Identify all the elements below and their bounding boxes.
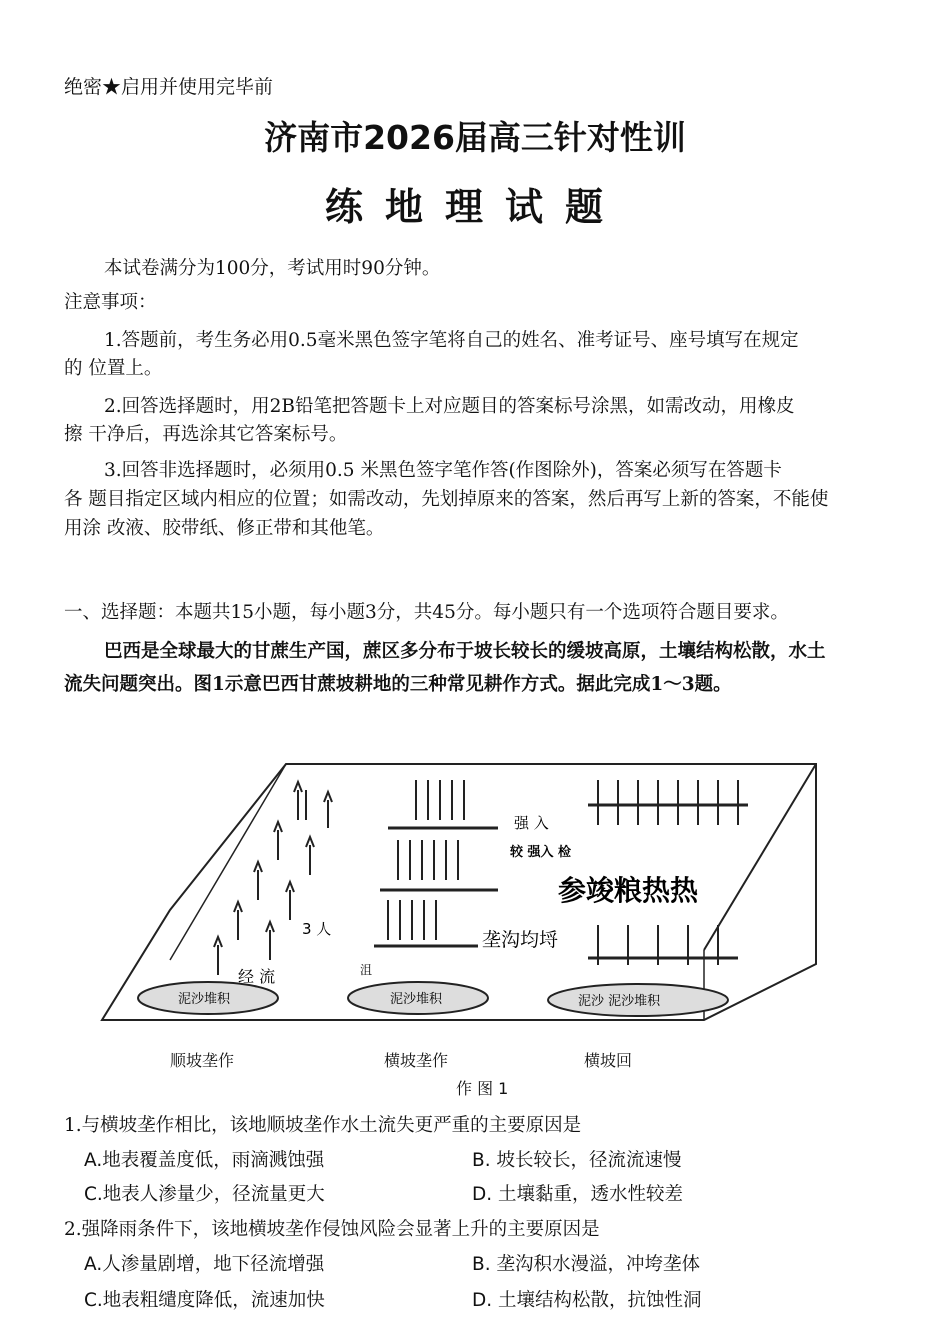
confidential-note: 绝密★启用并使用完毕前: [64, 76, 274, 98]
section1-heading: 一、选择题：本题共15小题，每小题3分，共45分。每小题只有一个选项符合题目要求。: [64, 602, 789, 623]
question-1-option-c[interactable]: C.地表人渗量少，径流量更大: [84, 1184, 325, 1205]
question-stem-line1: 巴西是全球最大的甘蔗生产国，蔗区多分布于坡长较长的缓坡高原，土壤结构松散，水土: [104, 641, 826, 662]
fig-text-big-label: 参竣粮热热: [558, 874, 699, 907]
question-1-stem: 1.与横坡垄作相比，该地顺坡垄作水土流失更严重的主要原因是: [64, 1115, 582, 1136]
fig-label-downslope: 顺坡垄作: [170, 1051, 235, 1070]
figure-caption: 作 图 1: [456, 1079, 509, 1098]
cane-plants-middle: [374, 780, 498, 946]
fig-text-runoff: 经 流: [238, 967, 276, 986]
question-stem-line2: 流失问题突出。图1示意巴西甘蔗坡耕地的三种常见耕作方式。据此完成1～3题。: [64, 674, 732, 695]
cane-plants-left: [214, 782, 332, 975]
slope-edge: [704, 764, 816, 950]
fig-text-deposit2: 泥沙堆积: [390, 992, 443, 1007]
fig-label-contour: 横坡垄作: [384, 1051, 449, 1070]
question-1-option-a[interactable]: A.地表覆盖度低，雨滴溅蚀强: [84, 1150, 325, 1171]
note-3-line3: 用涂 改液、胶带纸、修正带和其他笔。: [64, 518, 385, 539]
question-2-option-c[interactable]: C.地表粗缱度降低，流速加快: [84, 1290, 325, 1311]
question-2-option-d[interactable]: D. 土壤结构松散，抗蚀性洞: [472, 1290, 702, 1311]
fig-text-furrow: 垄沟均埒: [482, 929, 559, 951]
score-statement: 本试卷满分为100分，考试用时90分钟。: [104, 258, 441, 279]
cane-plants-right: [588, 780, 748, 965]
fig-text-deposit1: 泥沙堆积: [178, 992, 231, 1007]
exam-title-line2: 练地理试题: [324, 185, 625, 229]
exam-title-line1: 济南市2026届高三针对性训: [264, 118, 686, 157]
fig-text-strong-in: 强 入: [514, 814, 549, 832]
question-1-option-d[interactable]: D. 土壤黏重，透水性较差: [472, 1184, 684, 1205]
question-2-option-a[interactable]: A.人渗量剧增，地下径流增强: [84, 1254, 325, 1275]
note-2-line2: 擦 干净后，再选涂其它答案标号。: [64, 424, 348, 445]
question-1-option-b[interactable]: B. 坡长较长，径流流速慢: [472, 1150, 682, 1171]
question-2-option-b[interactable]: B. 垄沟积水漫溢，冲垮垄体: [472, 1254, 700, 1275]
fig-text-num3: 3 人: [302, 920, 332, 938]
note-3-line1: 3.回答非选择题时，必须用0.5 米黑色签字笔作答(作图除外)，答案必须写在答题卡: [104, 460, 782, 481]
left-slope-edge: [170, 764, 286, 960]
note-1-line1: 1.答题前，考生务必用0.5毫米黑色签字笔将自己的姓名、准考证号、座号填写在规定: [104, 330, 799, 351]
note-2-line1: 2.回答选择题时，用2B铅笔把答题卡上对应题目的答案标号涂黑，如需改动，用橡皮: [104, 396, 795, 417]
fig-text-deposit3: 泥沙 泥沙堆积: [578, 994, 661, 1009]
fig-text-slope-mark: 沮: [360, 963, 373, 977]
fig-label-contour-return: 横坡回: [584, 1051, 633, 1070]
farming-methods-figure: [98, 750, 858, 1050]
question-2-stem: 2.强降雨条件下，该地横坡垄作侵蚀风险会显著上升的主要原因是: [64, 1219, 600, 1240]
note-3-line2: 各 题目指定区域内相应的位置；如需改动，先划掉原来的答案，然后再写上新的答案，不能使: [64, 489, 829, 510]
notice-title: 注意事项：: [64, 292, 157, 313]
fig-text-weak-in: 较 强入 检: [510, 845, 572, 860]
note-1-line2: 的 位置上。: [64, 358, 163, 379]
